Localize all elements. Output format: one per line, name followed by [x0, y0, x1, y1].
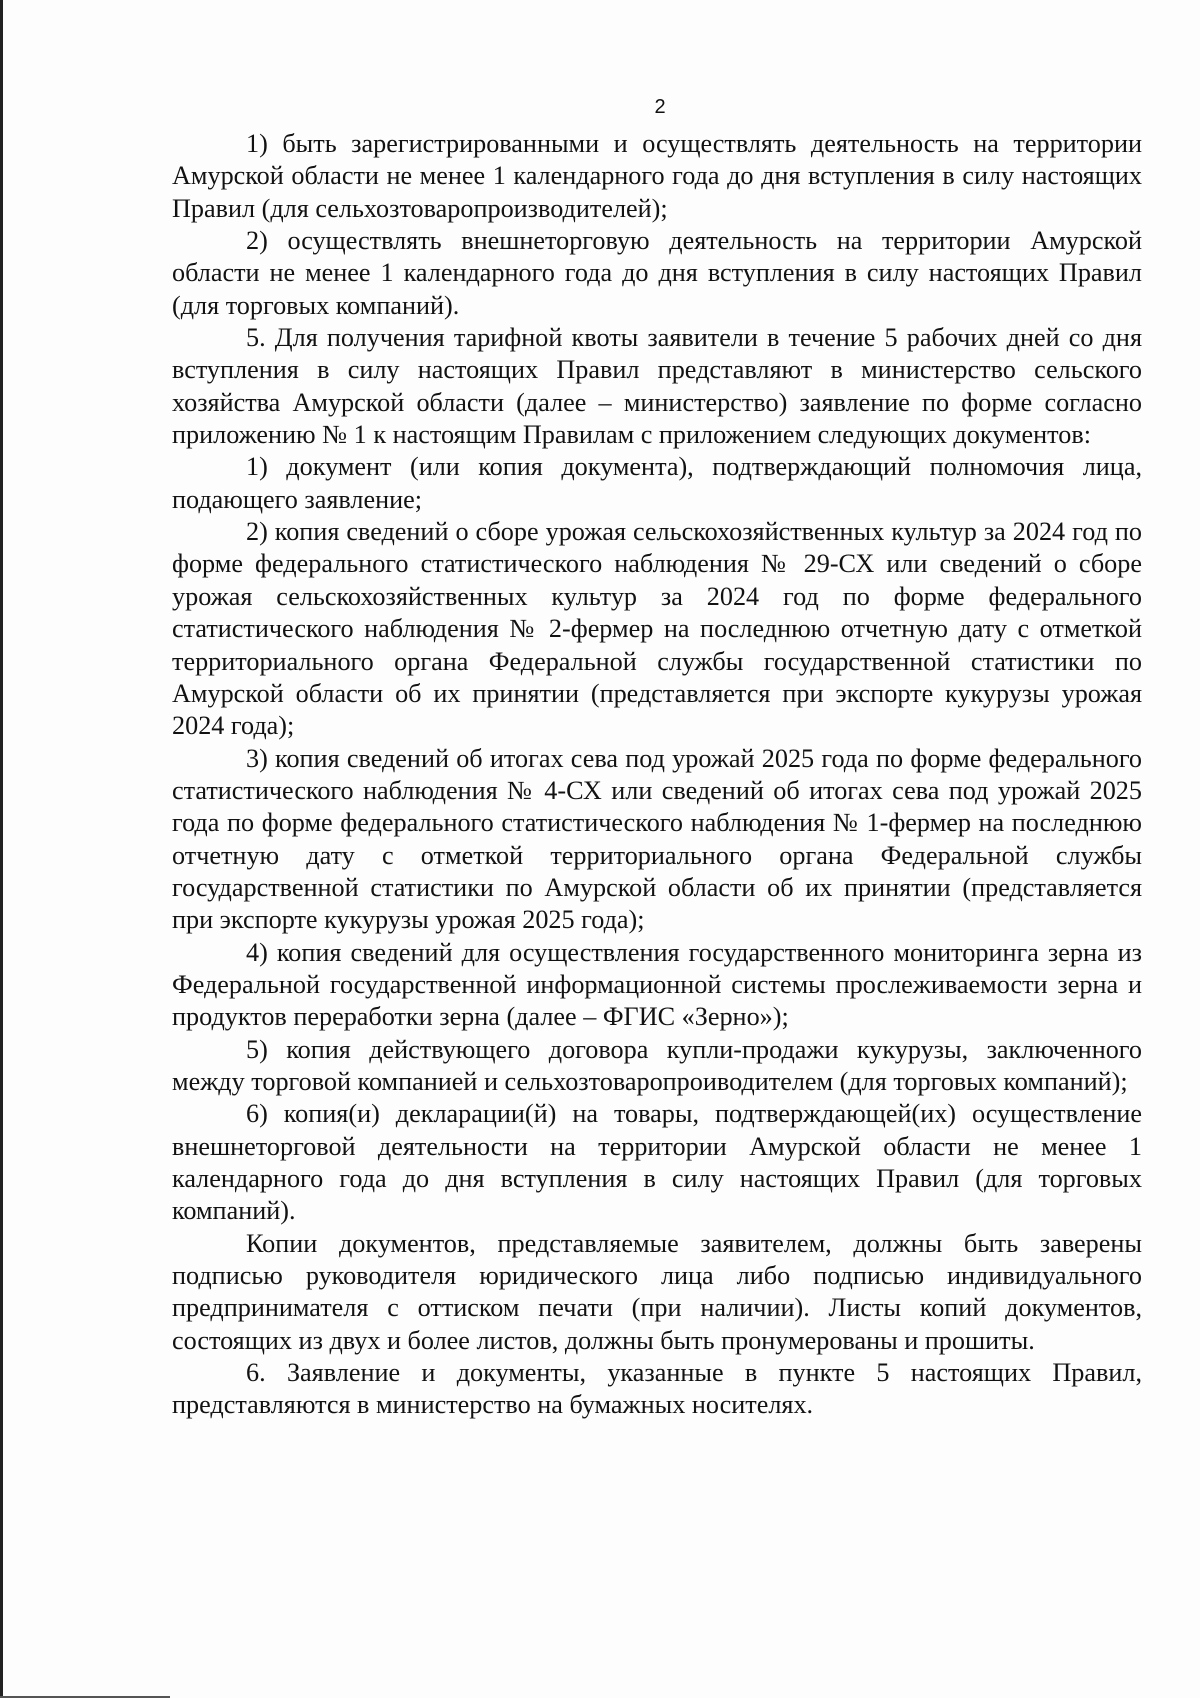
paragraph-item-2-harvest: 2) копия сведений о сборе урожая сельскохозяйственных культур за 2024 год по форме федерального статистического наблюдения № 29-СХ или сведений о сборе урожая сельскохозяйственных культур за 2024 год по форме федерального статистического наблюдения № 2-фермер на последнюю отчетную дату с отметкой территориального органа Федеральной службы государственной статистики по Амурской области об их принятии (представляется при экспорте кукурузы урожая 2024 года); — [172, 517, 1142, 741]
scan-border — [0, 0, 3, 1698]
document-body — [172, 128, 1142, 1422]
page-number: 2 — [654, 96, 666, 118]
paragraph-2-foreign-trade: 2) осуществлять внешнеторговую деятельность на территории Амурской области не менее 1 календарного года до дня вступления в силу настоящих Правил (для торговых компаний). — [172, 226, 1142, 320]
paragraph-item-1-authority: 1) документ (или копия документа), подтверждающий полномочия лица, подающего заявление; — [172, 452, 1142, 514]
paragraph-item-4-fgis: 4) копия сведений для осуществления государственного мониторинга зерна из Федеральной государственной информационной системы прослеживаемости зерна и продуктов переработки зерна (далее – ФГИС «Зерно»); — [172, 937, 1142, 1032]
paragraph-copies-certification: Копии документов, представляемые заявителем, должны быть заверены подписью руководителя юридического лица либо подписью индивидуального предпринимателя с оттиском печати (при наличии). Листы копий документов, состоящих из двух и более листов, должны быть пронумерованы и прошиты. — [172, 1228, 1142, 1355]
paragraph-item-6-declarations: 6) копия(и) декларации(й) на товары, подтверждающей(их) осуществление внешнеторговой деятельности на территории Амурской области не менее 1 календарного года до дня вступления в силу настоящих Правил (для торговых компаний). — [172, 1099, 1142, 1226]
paragraph-clause-6: 6. Заявление и документы, указанные в пункте 5 настоящих Правил, представляются в министерство на бумажных носителях. — [172, 1358, 1142, 1420]
paragraph-clause-5: 5. Для получения тарифной квоты заявители в течение 5 рабочих дней со дня вступления в силу настоящих Правил представляют в министерство сельского хозяйства Амурской области (далее – министерство) заявление по форме согласно приложению № 1 к настоящим Правилам с приложением следующих документов: — [172, 323, 1142, 450]
paragraph-item-3-sowing: 3) копия сведений об итогах сева под урожай 2025 года по форме федерального статистического наблюдения № 4-СХ или сведений об итогах сева под урожай 2025 года по форме федерального статистического наблюдения № 1-фермер на последнюю отчетную дату с отметкой территориального органа Федеральной службы государственной статистики по Амурской области об их принятии (представляется при экспорте кукурузы урожая 2025 года); — [172, 743, 1142, 935]
paragraph-item-5-contract: 5) копия действующего договора купли-продажи кукурузы, заключенного между торговой компанией и сельхозтоваропроиводителем (для торговых компаний); — [172, 1034, 1142, 1096]
paragraph-1-registration: 1) быть зарегистрированными и осуществлять деятельность на территории Амурской области не менее 1 календарного года до дня вступления в силу настоящих Правил (для сельхозтоваропроизводителей); — [172, 129, 1142, 223]
